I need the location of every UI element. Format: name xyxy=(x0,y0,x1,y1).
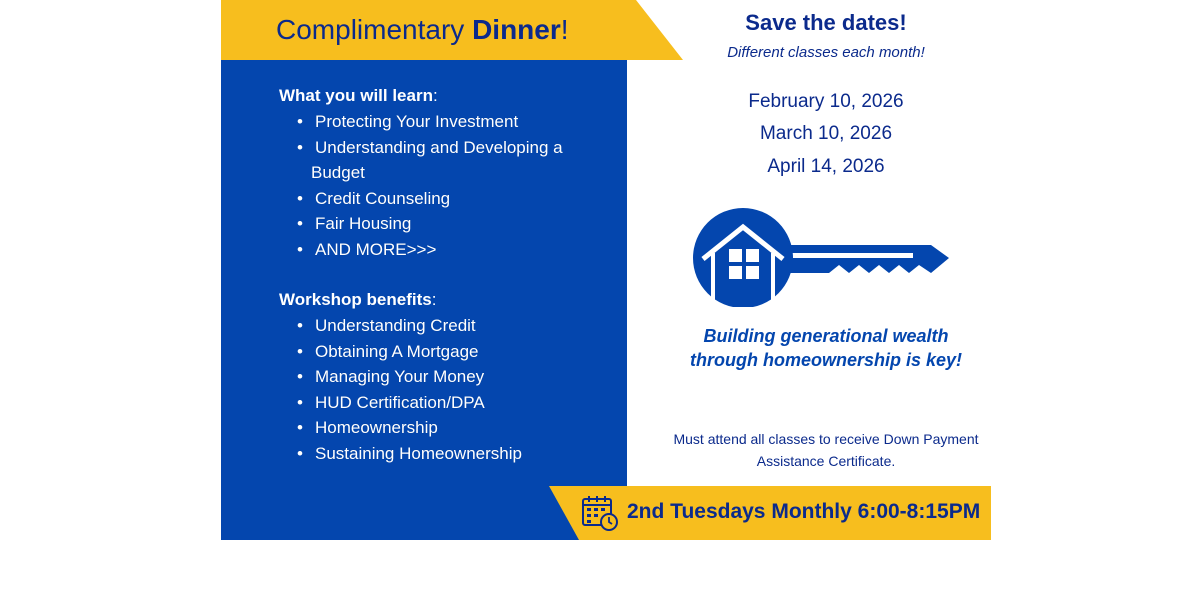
benefit-item: • Sustaining Homeownership xyxy=(297,441,597,467)
tagline-line: Building generational wealth xyxy=(703,326,949,346)
learn-heading xyxy=(279,86,438,106)
learn-list xyxy=(297,109,597,262)
save-dates-title: Save the dates! xyxy=(745,10,907,35)
benefits-heading xyxy=(279,290,436,310)
benefits-heading-colon: : xyxy=(431,290,437,309)
banner-title-bold: Dinner xyxy=(472,14,561,45)
attendance-note-line: Must attend all classes to receive Down Payment xyxy=(673,431,979,447)
tagline-line: through homeownership is key! xyxy=(689,350,963,370)
learn-item: • Credit Counseling xyxy=(297,186,597,212)
benefits-list xyxy=(297,313,597,466)
learn-item: • Fair Housing xyxy=(297,211,597,237)
schedule-text: 2nd Tuesdays Monthly 6:00-8:15PM xyxy=(627,500,981,523)
attendance-note xyxy=(641,428,1011,472)
flyer xyxy=(221,0,991,540)
benefits-heading-text: Workshop benefits xyxy=(279,290,432,309)
learn-heading-text: What you will learn xyxy=(279,86,433,105)
house-key-icon xyxy=(693,207,953,307)
learn-item: • Protecting Your Investment xyxy=(297,109,597,135)
learn-item xyxy=(297,135,597,186)
date-item: March 10, 2026 xyxy=(759,123,893,144)
calendar-clock-icon xyxy=(581,494,619,532)
banner-title-suffix: ! xyxy=(560,14,569,45)
benefit-item: • Homeownership xyxy=(297,415,597,441)
learn-item-line: Budget xyxy=(311,163,365,182)
banner-title xyxy=(276,14,569,46)
date-item: February 10, 2026 xyxy=(748,91,904,112)
date-item: April 14, 2026 xyxy=(767,156,885,177)
attendance-note-line: Assistance Certificate. xyxy=(756,453,896,469)
learn-item-line: Understanding and Developing a xyxy=(315,137,563,157)
banner-title-prefix: Complimentary xyxy=(276,14,473,45)
benefit-item: • Understanding Credit xyxy=(297,313,597,339)
benefit-item: • HUD Certification/DPA xyxy=(297,390,597,416)
learn-item: • AND MORE>>> xyxy=(297,237,597,263)
save-dates-subtitle: Different classes each month! xyxy=(727,44,925,61)
learn-heading-colon: : xyxy=(432,86,438,105)
topics-panel xyxy=(221,60,627,540)
benefit-item: • Managing Your Money xyxy=(297,364,597,390)
tagline xyxy=(661,324,991,372)
benefit-item: • Obtaining A Mortgage xyxy=(297,339,597,365)
